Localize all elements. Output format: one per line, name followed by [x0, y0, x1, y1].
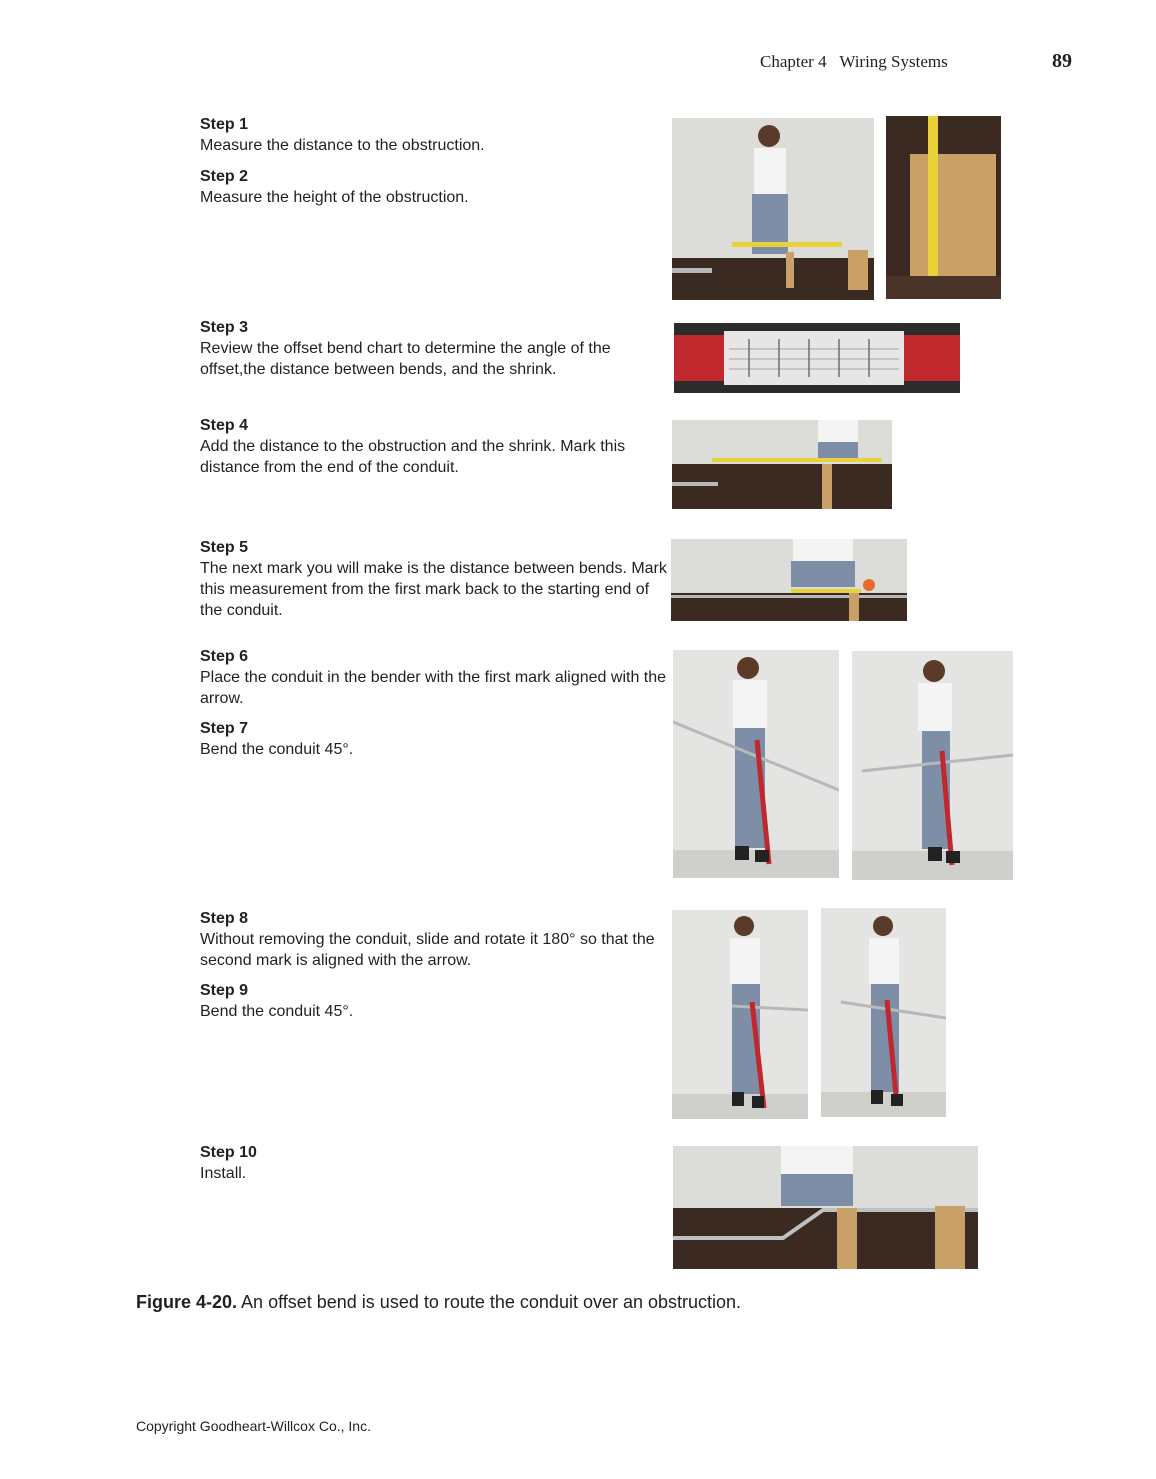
step-9: [200, 980, 670, 1022]
page-header: [0, 50, 1156, 80]
step-text: Review the offset bend chart to determine the angle of the offset,the distance between bends, and the shrink.: [200, 340, 611, 378]
photo-measure-distance: [672, 118, 874, 300]
photo-install: [673, 1146, 978, 1269]
step-label: Step 8: [200, 910, 249, 927]
copyright-footer: Copyright Goodheart-Willcox Co., Inc.: [136, 1418, 371, 1434]
step-6: [200, 646, 670, 709]
step-text: Bend the conduit 45°.: [200, 741, 354, 758]
photo-bender-first-b: [852, 651, 1013, 880]
step-label: Step 3: [200, 319, 249, 336]
step-1: [200, 114, 670, 156]
step-3: [200, 317, 670, 380]
step-text: Measure the distance to the obstruction.: [200, 137, 485, 154]
step-10: [200, 1142, 670, 1184]
step-4: [200, 415, 670, 478]
step-label: Step 6: [200, 648, 249, 665]
photo-mark-second: [671, 539, 907, 621]
step-label: Step 4: [200, 417, 249, 434]
step-text: The next mark you will make is the distance between bends. Mark this measurement from the first mark back to the starting end of the conduit.: [200, 560, 667, 619]
figure-caption: [136, 1292, 741, 1313]
photo-bender-first-a: [673, 650, 839, 878]
step-label: Step 7: [200, 720, 249, 737]
step-text: Add the distance to the obstruction and the shrink. Mark this distance from the end of the conduit.: [200, 438, 626, 476]
step-text: Place the conduit in the bender with the first mark aligned with the arrow.: [200, 669, 667, 707]
step-label: Step 9: [200, 982, 249, 999]
step-7: [200, 718, 670, 760]
photo-bender-second-a: [672, 910, 808, 1119]
figure-caption-text: An offset bend is used to route the conduit over an obstruction.: [241, 1292, 742, 1312]
step-8: [200, 908, 670, 971]
step-text: Measure the height of the obstruction.: [200, 189, 469, 206]
figure-number: Figure 4-20.: [136, 1292, 238, 1312]
step-label: Step 5: [200, 539, 249, 556]
step-text: Without removing the conduit, slide and rotate it 180° so that the second mark is aligned with the arrow.: [200, 931, 655, 969]
step-label: Step 10: [200, 1144, 257, 1161]
photo-bender-second-b: [821, 908, 946, 1117]
photo-mark-first: [672, 420, 892, 509]
step-text: Install.: [200, 1165, 247, 1182]
step-2: [200, 166, 670, 208]
step-text: Bend the conduit 45°.: [200, 1003, 354, 1020]
photo-bend-chart: [674, 323, 960, 393]
step-5: [200, 537, 670, 621]
step-label: Step 2: [200, 168, 249, 185]
running-head: Chapter 4 Wiring Systems: [760, 52, 948, 71]
page-number: 89: [1052, 50, 1072, 72]
step-label: Step 1: [200, 116, 249, 133]
photo-measure-height: [886, 116, 1001, 299]
